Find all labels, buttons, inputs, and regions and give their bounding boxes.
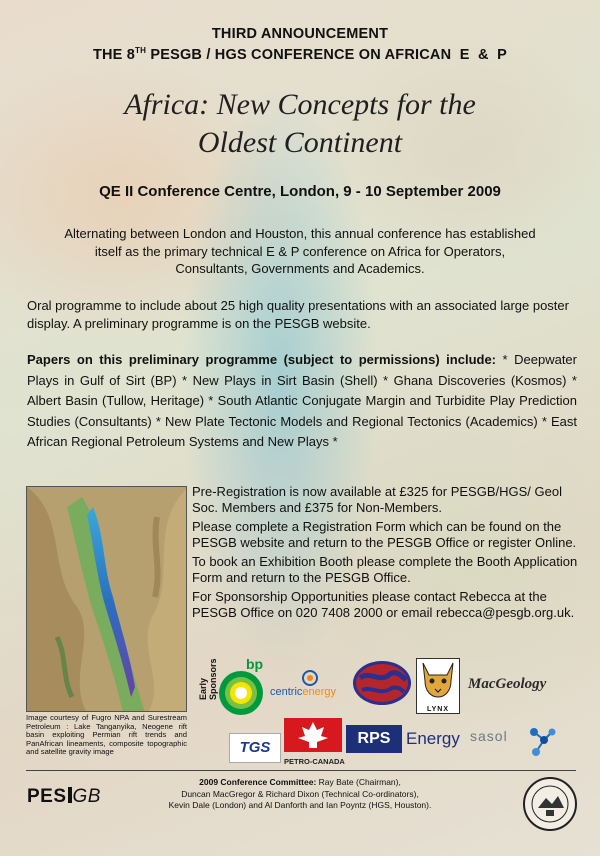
registration-form-text: Please complete a Registration Form which can be found on the PESGB website and return to the PESGB Office or register Online. — [192, 519, 577, 550]
papers-lead: Papers on this preliminary programme (subject to permissions) include: — [27, 352, 497, 367]
committee-line3: Kevin Dale (London) and Al Danforth and Ian Poyntz (HGS, Houston). — [168, 800, 432, 810]
exhibition-text: To book an Exhibition Booth please complete the Booth Application Form and return to the PESGB Office. — [192, 554, 578, 585]
announcement-heading: THIRD ANNOUNCEMENT — [211, 26, 389, 42]
main-title-line1: Africa: New Concepts for the — [124, 88, 476, 121]
conference-prefix: THE 8 — [92, 46, 136, 63]
maple-leaf-icon — [284, 718, 342, 752]
committee-chair: Ray Bate (Chairman), — [316, 777, 401, 787]
sasol-molecule-icon — [526, 724, 556, 758]
conference-title — [0, 46, 600, 63]
oral-programme-paragraph: Oral programme to include about 25 high quality presentations with an associated large poster display. A preliminary programme is on the PESGB website. — [27, 298, 569, 331]
pesgb-drop-icon — [68, 787, 72, 803]
rps-energy-wordmark: Energy — [406, 729, 460, 748]
bp-logo — [216, 656, 266, 716]
petro-canada-wordmark: PETRO-CANADA — [284, 757, 345, 766]
centric-wordmark — [270, 686, 336, 698]
pesgb-pes: PES — [27, 786, 67, 807]
centric-word: centric — [270, 686, 303, 698]
macgeology-logo — [468, 676, 578, 700]
pesgb-gb: GB — [72, 786, 101, 807]
papers-paragraph — [27, 350, 577, 453]
lynx-head-icon — [417, 659, 459, 701]
rps-wordmark: RPS — [346, 725, 402, 753]
map-svg — [27, 487, 187, 712]
globe-icon — [352, 660, 412, 706]
venue-line: QE II Conference Centre, London, 9 - 10 September 2009 — [99, 183, 501, 200]
early-sponsors-line2: Sponsors — [208, 658, 218, 700]
early-sponsors-line1: Early — [198, 677, 208, 700]
sponsorship-text: For Sponsorship Opportunities please contact Rebecca at the PESGB Office on 020 7408 2000 or email rebecca@pesgb.org.uk. — [192, 589, 575, 620]
conference-superscript: TH — [135, 46, 147, 55]
energy-word: energy — [302, 686, 337, 698]
petro-canada-logo — [284, 718, 345, 766]
committee-line2: Duncan MacGregor & Richard Dixon (Technical Co-ordinators), — [181, 788, 419, 799]
hgs-seal-icon — [522, 776, 578, 832]
lynx-logo — [416, 658, 460, 714]
conference-suffix: PESGB / HGS CONFERENCE ON AFRICAN E & P — [146, 46, 508, 63]
bp-wordmark: bp — [246, 656, 264, 672]
committee-info — [130, 777, 470, 812]
tgs-logo — [229, 733, 281, 763]
centric-drop-icon — [298, 664, 322, 688]
lake-tanganyika-map-image — [26, 486, 187, 712]
map-caption: Image courtesy of Fugro NPA and Surestream Petroleum : Lake Tanganyika, Neogene rift basin exploiting Permian rift trends and PanAfrican lineaments, composite topographic and satellite gravity image — [26, 713, 187, 757]
globe-corporation-logo — [352, 660, 412, 706]
sasol-logo — [470, 724, 580, 760]
lynx-wordmark: LYNX — [426, 706, 450, 713]
rps-energy-logo — [346, 725, 464, 755]
main-title-line2: Oldest Continent — [197, 126, 403, 159]
papers-list: * Deepwater Plays in Gulf of Sirt (BP) * New Plays in Sirt Basin (Shell) * Ghana Discoveries (Kosmos) * Albert Basin (Tullow, Heritage) * South Atlantic Conjugate Margin and Turbidite Play Prediction Studies (Consultants) * New Plate Tectonic Models and Regional Tectonics (Academics) * East African Regional Petroleum Systems and New Plays * — [27, 352, 577, 449]
committee-line1 — [130, 777, 470, 789]
bp-helios-icon — [218, 670, 264, 716]
sasol-wordmark: sasol — [470, 728, 508, 744]
intro-paragraph: Alternating between London and Houston, this annual conference has established itself as the primary technical E & P conference on Africa for Operators, Consultants, Governments and Academics. — [64, 226, 536, 276]
registration-info — [192, 484, 582, 624]
hgs-seal-logo — [522, 776, 578, 832]
committee-label: 2009 Conference Committee: — [199, 777, 317, 787]
pre-registration-text: Pre-Registration is now available at £325 for PESGB/HGS/ Geol Soc. Members and £375 for Non-Members. — [192, 484, 562, 515]
main-title — [0, 86, 600, 162]
tgs-wordmark: TGS — [239, 739, 271, 756]
macgeology-wordmark: MacGeology — [468, 676, 547, 692]
footer-divider — [26, 770, 576, 771]
early-sponsors-label — [198, 658, 218, 700]
pesgb-logo — [27, 786, 101, 808]
centric-energy-logo — [270, 664, 350, 706]
